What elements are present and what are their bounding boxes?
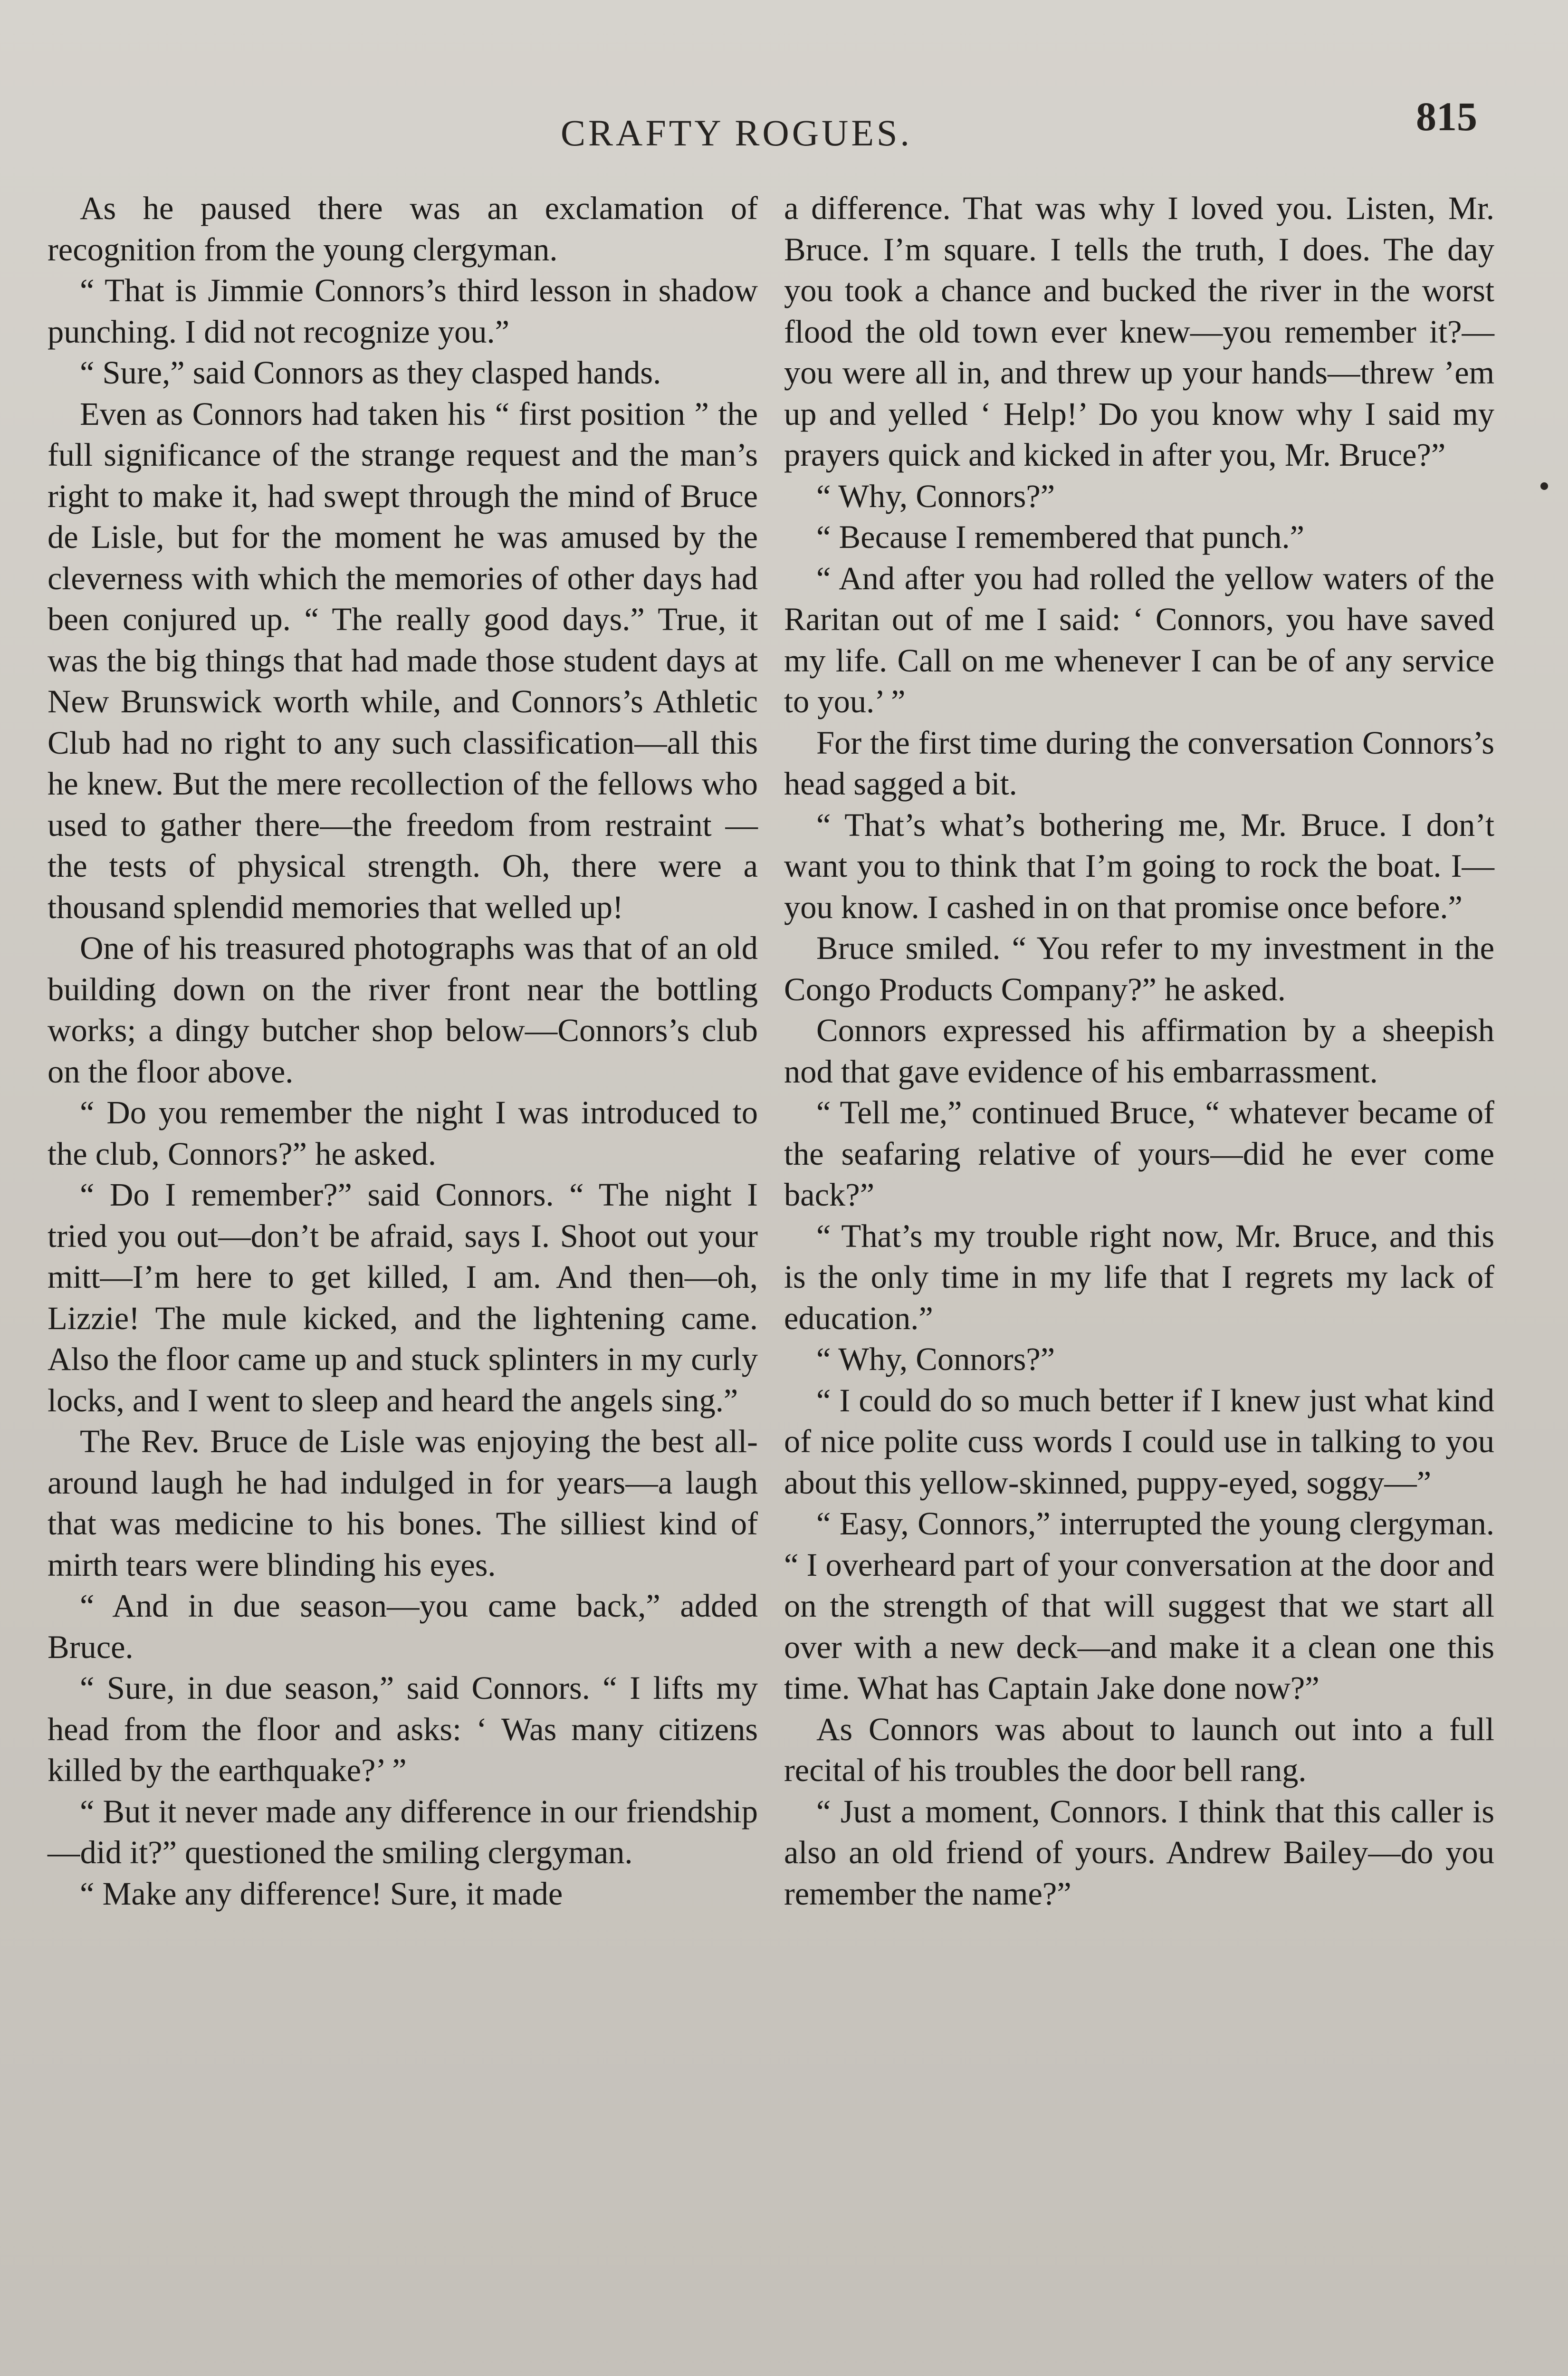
paragraph: “ Tell me,” continued Bruce, “ whatever became of the seafaring relative of yours—did he ever come back?” [784,1094,1494,1213]
paragraph: For the first time during the conversation Connors’s head sagged a bit. [784,724,1494,802]
right-column [784,188,1494,1914]
paragraph: “ Easy, Connors,” interrupted the young clergyman. “ I overheard part of your conversation at the door and on the strength of that will suggest that we start all over with a new deck—and make it a clean one this time. What has Captain Jake done now?” [784,1505,1494,1706]
paragraph: “ That’s my trouble right now, Mr. Bruce, and this is the only time in my life that I regrets my lack of education.” [784,1217,1494,1336]
page-number: 815 [1416,94,1477,139]
paragraph: “ And after you had rolled the yellow waters of the Raritan out of me I said: ‘ Connors, you have saved my life. Call on me whenever I can be of any service to you.’ ” [784,560,1494,719]
paragraph: One of his treasured photographs was that of an old building down on the river front near the bottling works; a dingy butcher shop below—Connors’s club on the floor above. [48,930,758,1090]
paragraph: Even as Connors had taken his “ first position ” the full significance of the strange request and the man’s right to make it, had swept through the mind of Bruce de Lisle, but for the moment he was amused by the cleverness with which the memories of other days had been conjured up. “ The really good days.” True, it was the big things that had made those student days at New Brunswick worth while, and Connors’s Athletic Club had no right to any such classification—all this he knew. But the mere recollection of the fellows who used to gather there—the freedom from restraint —the tests of physical strength. Oh, there were a thousand splendid memories that welled up! [48,395,758,925]
paragraph: As Connors was about to launch out into a full recital of his troubles the door bell rang. [784,1711,1494,1788]
paragraph: “ I could do so much better if I knew just what kind of nice polite cuss words I could use in talking to you about this yellow-skinned, puppy-eyed, soggy—” [784,1382,1494,1501]
paragraph: “ Because I remembered that punch.” [816,519,1304,555]
running-title: CRAFTY ROGUES. [561,112,912,153]
page-header [0,93,1568,159]
paragraph: a difference. That was why I loved you. Listen, Mr. Bruce. I’m square. I tells the truth, I does. The day you took a chance and bucked the river in the worst flood the old town ever knew—you remember it?—you were all in, and threw up your hands—threw ’em up and yelled ‘ Help!’ Do you know why I said my prayers quick and kicked in after you, Mr. Bruce?” [784,190,1494,473]
paragraph: “ Do I remember?” said Connors. “ The night I tried you out—don’t be afraid, says I. Shoot out your mitt—I’m here to get killed, I am. And then—oh, Lizzie! The mule kicked, and the lightening came. Also the floor came up and stuck splinters in my curly locks, and I went to sleep and heard the angels sing.” [48,1177,758,1418]
paragraph: Connors expressed his affirmation by a sheepish nod that gave evidence of his embarrassment. [784,1012,1494,1090]
paragraph: “ Do you remember the night I was introduced to the club, Connors?” he asked. [48,1094,758,1172]
paragraph: As he paused there was an exclamation of recognition from the young clergyman. [48,190,758,268]
margin-mark [1540,482,1548,490]
paragraph: “ Sure, in due season,” said Connors. “ I lifts my head from the floor and asks: ‘ Was many citizens killed by the earthquake?’ ” [48,1670,758,1788]
paragraph: Bruce smiled. “ You refer to my investment in the Congo Products Company?” he asked. [784,930,1494,1007]
paragraph: “ Make any difference! Sure, it made [80,1875,563,1912]
paragraph: “ And in due season—you came back,” added Bruce. [48,1588,758,1665]
paragraph: “ But it never made any difference in our friendship—did it?” questioned the smiling clergyman. [48,1793,758,1870]
paragraph: “ Sure,” said Connors as they clasped hands. [80,354,661,391]
left-column [48,188,758,1914]
paragraph: “ Why, Connors?” [816,478,1055,514]
paragraph: “ That’s what’s bothering me, Mr. Bruce. I don’t want you to think that I’m going to rock the boat. I—you know. I cashed in on that promise once before.” [784,806,1494,925]
paragraph: “ Just a moment, Connors. I think that this caller is also an old friend of yours. Andrew Bailey—do you remember the name?” [784,1793,1494,1912]
paragraph: “ That is Jimmie Connors’s third lesson in shadow punching. I did not recognize you.” [48,272,758,350]
paragraph: The Rev. Bruce de Lisle was enjoying the best all-around laugh he had indulged in for years—a laugh that was medicine to his bones. The silliest kind of mirth tears were blinding his eyes. [48,1423,758,1583]
paragraph: “ Why, Connors?” [816,1341,1055,1377]
